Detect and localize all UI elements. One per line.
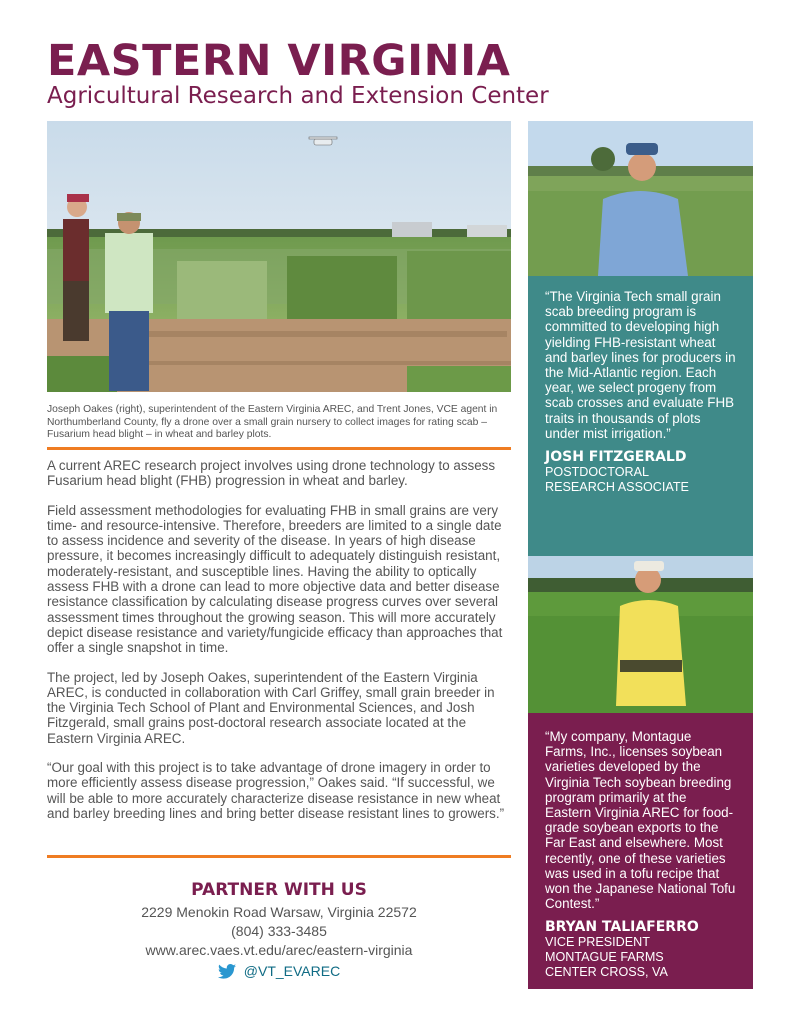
body-paragraph: The project, led by Joseph Oakes, superintendent of the Eastern Virginia AREC, is conducted in collaboration with Carl Griffey, small grain breeder in the Virginia Tech School of Plant and Environmental Sciences, and Josh Fitzgerald, small grains post-doctoral research associate located at the Eastern Virginia AREC. [47, 669, 495, 746]
testimonial-panel-taliaferro [528, 713, 753, 989]
testimonial-role: POSTDOCTORAL [545, 465, 650, 480]
body-paragraph: Field assessment methodologies for evaluating FHB in small grains are very time- and resource-intensive. Therefore, breeders are limited to a single date to assess incidence and severity of the disease. In years of high disease pressure, it becomes increasingly difficult to adequately distinguish resistant, moderately-resistant, and susceptible lines. Having the ability to optically assess FHB with a drone can lead to more objective data and better disease resistance classification by calculating disease progress curves over several assessment times throughout the growing season. This will more accurately depict disease resistance and variety/fungicide efficacy than approaches that offer a single snapshot in time. [47, 502, 503, 656]
orange-divider-top [47, 447, 511, 450]
testimonial-quote: “The Virginia Tech small grain scab breeding program is committed to developing high yielding FHB-resistant wheat and barley lines for producers in the Mid-Atlantic region. Each year, we select progeny from scab crosses and evaluate FHB traits in thousands of plots under mist irrigation.” [545, 289, 736, 441]
article-body [47, 458, 511, 835]
testimonial-name: JOSH FITZGERALD [545, 449, 687, 466]
testimonial-panel-fitzgerald [528, 276, 753, 556]
body-paragraph: “Our goal with this project is to take advantage of drone imagery in order to more efficiently assess disease progression,” Oakes said. “If successful, we will be able to more accurately characterize disease resistance in new wheat and barley breeding lines and bring better disease resistant lines to growers.” [47, 760, 505, 821]
partner-phone[interactable]: (804) 333-3485 [231, 923, 327, 939]
twitter-handle-text: @VT_EVAREC [243, 963, 341, 979]
testimonial-role: MONTAGUE FARMS [545, 950, 664, 965]
partner-address: 2229 Menokin Road Warsaw, Virginia 22572 [141, 904, 417, 920]
body-paragraph: A current AREC research project involves using drone technology to assess Fusarium head blight (FHB) progression in wheat and barley. [47, 458, 496, 489]
testimonial-name: BRYAN TALIAFERRO [545, 919, 699, 936]
testimonial-role: VICE PRESIDENT [545, 935, 650, 950]
taliaferro-photo [528, 556, 753, 713]
page-title: EASTERN VIRGINIA [47, 36, 511, 86]
photo-caption: Joseph Oakes (right), superintendent of the Eastern Virginia AREC, and Trent Jones, VCE agent in Northumberland County, fly a drone over a small grain nursery to collect images for rating scab – Fusarium head blight – in wheat and barley plots. [47, 404, 498, 440]
partner-website-link[interactable]: www.arec.vaes.vt.edu/arec/eastern-virginia [145, 942, 413, 958]
testimonial-role: RESEARCH ASSOCIATE [545, 480, 689, 495]
page-subtitle: Agricultural Research and Extension Center [47, 83, 549, 109]
testimonial-role: CENTER CROSS, VA [545, 965, 668, 980]
partner-section [47, 880, 511, 981]
partner-heading: PARTNER WITH US [191, 880, 367, 900]
fitzgerald-photo [528, 121, 753, 276]
testimonial-quote: “My company, Montague Farms, Inc., licenses soybean varieties developed by the Virginia Tech soybean breeding program primarily at the Eastern Virginia AREC for food-grade soybean exports to the Far East and elsewhere. Most recently, one of these varieties was used in a tofu recipe that won the Japanese National Tofu Contest.” [545, 729, 736, 912]
orange-divider-bottom [47, 855, 511, 858]
bird-icon [218, 964, 236, 979]
twitter-handle-link[interactable] [47, 962, 511, 981]
drone-field-photo [47, 121, 511, 392]
